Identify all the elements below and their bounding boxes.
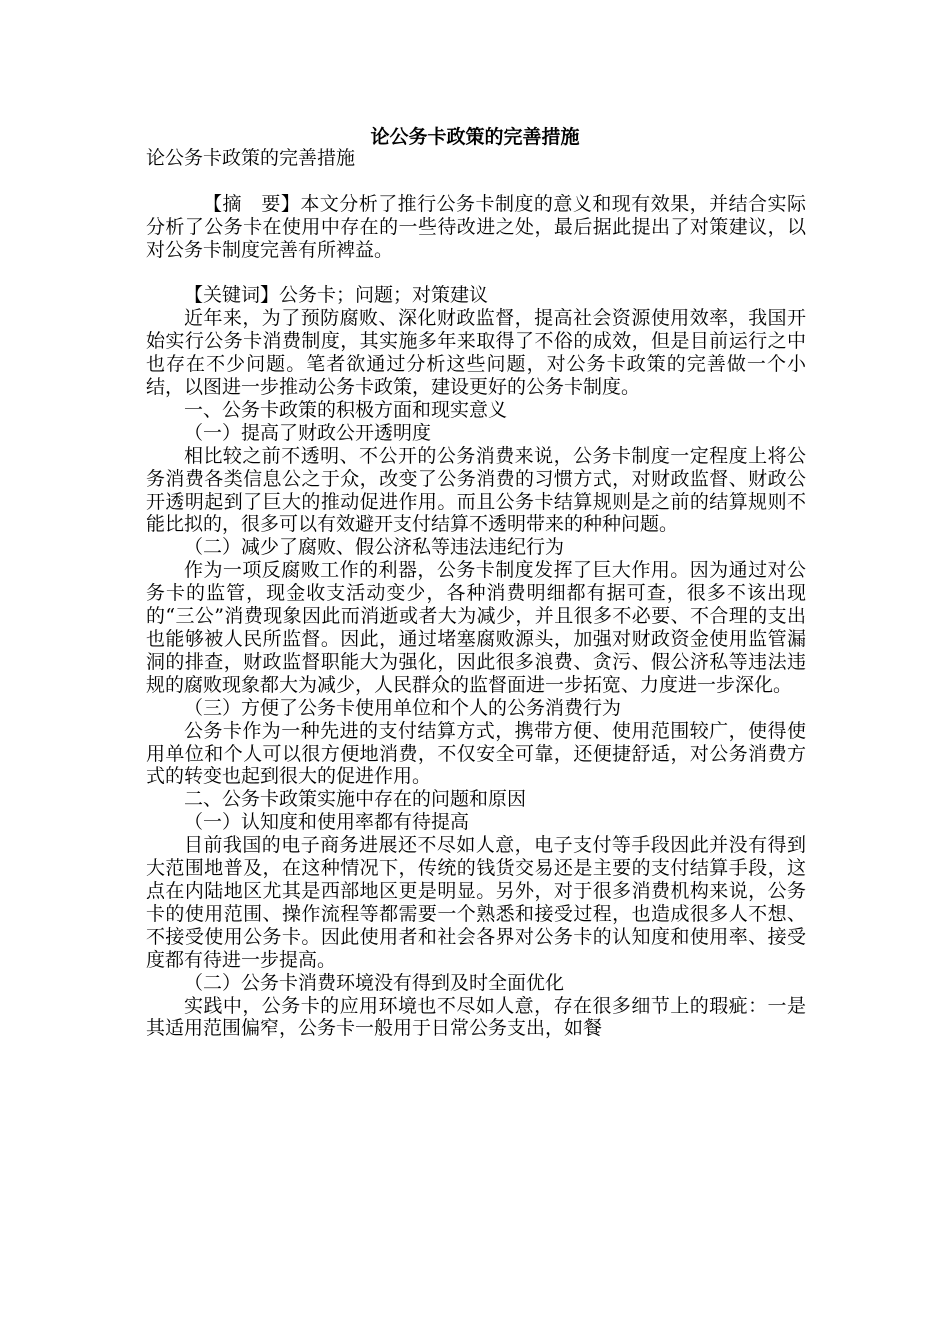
body-paragraph: 相比较之前不透明、不公开的公务消费来说，公务卡制度一定程度上将公务消费各类信息公之于众，改变了公务消费的习惯方式，对财政监督、财政公开透明起到了巨大的推动促进作用。而且公务卡结算规则是之前的结算规则不能比拟的，很多可以有效避开支付结算不透明带来的种种问题。 — [146, 444, 806, 536]
body-paragraph: 实践中，公务卡的应用环境也不尽如人意，存在很多细节上的瑕疵：一是其适用范围偏窄，公务卡一般用于日常公务支出，如餐 — [146, 994, 806, 1040]
subsection-heading-2-2: （二）公务卡消费环境没有得到及时全面优化 — [184, 971, 565, 994]
subsection-heading-1-3: （三）方便了公务卡使用单位和个人的公务消费行为 — [184, 696, 622, 719]
subsection-heading-2-1: （一）认知度和使用率都有待提高 — [184, 811, 470, 834]
body-paragraph: 目前我国的电子商务进展还不尽如人意，电子支付等手段因此并没有得到大范围地普及，在这种情况下，传统的钱货交易还是主要的支付结算手段，这点在内陆地区尤其是西部地区更是明显。另外，对于很多消费机构来说，公务卡的使用范围、操作流程等都需要一个熟悉和接受过程，也造成很多人不想、不接受使用公务卡。因此使用者和社会各界对公务卡的认知度和使用率、接受度都有待进一步提高。 — [146, 834, 806, 971]
subsection-heading-1-2: （二）减少了腐败、假公济私等违法违纪行为 — [184, 536, 565, 559]
intro-paragraph: 近年来，为了预防腐败、深化财政监督，提高社会资源使用效率，我国开始实行公务卡消费制度，其实施多年来取得了不俗的成效，但是目前运行之中也存在不少问题。笔者欲通过分析这些问题，对公务卡政策的完善做一个小结，以图进一步推动公务卡政策，建设更好的公务卡制度。 — [146, 307, 806, 399]
blank-line — [146, 262, 806, 285]
document-title: 论公务卡政策的完善措施 — [370, 126, 580, 148]
document-body — [146, 147, 806, 1040]
blank-line — [146, 170, 806, 193]
section-heading-1: 一、公务卡政策的积极方面和现实意义 — [184, 398, 508, 421]
subtitle-paragraph: 论公务卡政策的完善措施 — [146, 147, 356, 169]
abstract-paragraph: 【摘 要】本文分析了推行公务卡制度的意义和现有效果，并结合实际分析了公务卡在使用中存在的一些待改进之处，最后据此提出了对策建议，以对公务卡制度完善有所裨益。 — [146, 192, 806, 261]
body-paragraph: 作为一项反腐败工作的利器，公务卡制度发挥了巨大作用。因为通过对公务卡的监管，现金收支活动变少，各种消费明细都有据可查，很多不该出现的“三公”消费现象因此而消逝或者大为减少，并且很多不必要、不合理的支出也能够被人民所监督。因此，通过堵塞腐败源头，加强对财政资金使用监管漏洞的排查，财政监督职能大为强化，因此很多浪费、贪污、假公济私等违法违规的腐败现象都大为减少，人民群众的监督面进一步拓宽、力度进一步深化。 — [146, 559, 806, 696]
keywords-paragraph: 【关键词】公务卡；问题；对策建议 — [184, 284, 489, 307]
subsection-heading-1-1: （一）提高了财政公开透明度 — [184, 421, 432, 444]
body-paragraph: 公务卡作为一种先进的支付结算方式，携带方便、使用范围较广，使得使用单位和个人可以很方便地消费，不仅安全可靠，还便捷舒适，对公务消费方式的转变也起到很大的促进作用。 — [146, 719, 806, 788]
section-heading-2: 二、公务卡政策实施中存在的问题和原因 — [184, 788, 527, 811]
